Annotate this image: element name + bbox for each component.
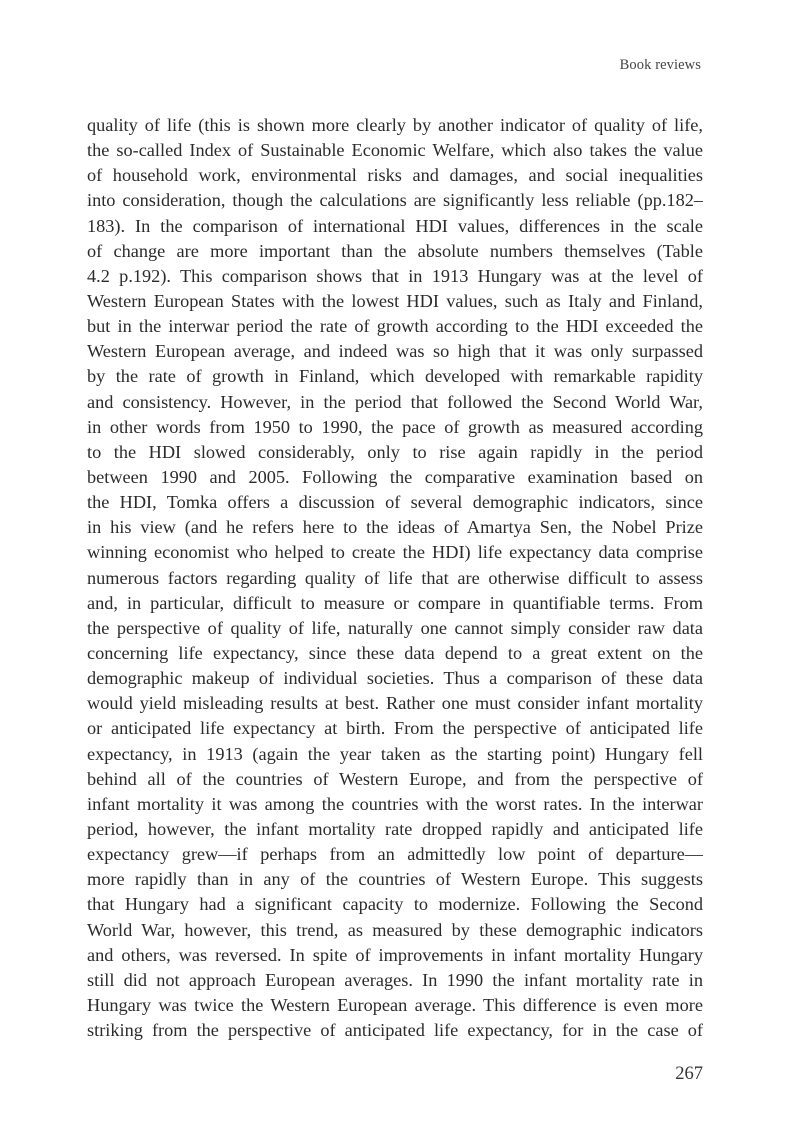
text-line: and others, was reversed. In spite of improvements in infant mortality Hungary	[87, 944, 703, 965]
text-line: numerous factors regarding quality of life that are otherwise difficult to assess	[87, 567, 703, 588]
text-line: still did not approach European averages. In 1990 the infant mortality rate in	[87, 969, 703, 990]
text-line: winning economist who helped to create the HDI) life expectancy data comprise	[87, 542, 703, 563]
page-number: 267	[675, 1064, 703, 1084]
text-line: quality of life (this is shown more clearly by another indicator of quality of life,	[87, 115, 703, 135]
text-line: the so-called Index of Sustainable Economic Welfare, which also takes the value	[87, 140, 703, 161]
text-line: 4.2 p.192). This comparison shows that in 1913 Hungary was at the level of	[87, 265, 703, 286]
text-line: 183). In the comparison of international HDI values, differences in the scale	[87, 215, 703, 236]
text-line: striking from the perspective of anticipated life expectancy, for in the case of	[87, 1020, 703, 1041]
text-line: by the rate of growth in Finland, which developed with remarkable rapidity	[87, 366, 703, 387]
text-line: period, however, the infant mortality rate dropped rapidly and anticipated life	[87, 818, 703, 839]
body-text	[87, 113, 703, 1043]
text-line: World War, however, this trend, as measured by these demographic indicators	[87, 919, 703, 940]
running-header: Book reviews	[619, 57, 701, 73]
text-line: between 1990 and 2005. Following the comparative examination based on	[87, 466, 703, 487]
text-line: the HDI, Tomka offers a discussion of several demographic indicators, since	[87, 492, 703, 513]
text-line: and consistency. However, in the period that followed the Second World War,	[87, 391, 703, 412]
text-line: would yield misleading results at best. Rather one must consider infant mortality	[87, 693, 703, 714]
text-line: behind all of the countries of Western Europe, and from the perspective of	[87, 768, 703, 789]
text-line: expectancy, in 1913 (again the year taken as the starting point) Hungary fell	[87, 743, 703, 764]
text-line: demographic makeup of individual societies. Thus a comparison of these data	[87, 668, 703, 689]
text-line: Western European average, and indeed was so high that it was only surpassed	[87, 341, 703, 362]
text-line: of household work, environmental risks and damages, and social inequalities	[87, 165, 703, 186]
text-line: or anticipated life expectancy at birth. From the perspective of anticipated life	[87, 718, 703, 739]
text-line: into consideration, though the calculations are significantly less reliable (pp.182–	[87, 190, 703, 211]
text-line: to the HDI slowed considerably, only to rise again rapidly in the period	[87, 441, 703, 462]
text-line: but in the interwar period the rate of growth according to the HDI exceeded the	[87, 316, 703, 337]
text-line: the perspective of quality of life, naturally one cannot simply consider raw data	[87, 617, 703, 638]
text-line: that Hungary had a significant capacity to modernize. Following the Second	[87, 894, 703, 915]
text-line: Hungary was twice the Western European average. This difference is even more	[87, 994, 703, 1015]
text-line: infant mortality it was among the countries with the worst rates. In the interwar	[87, 793, 703, 814]
text-line: Western European States with the lowest HDI values, such as Italy and Finland,	[87, 290, 703, 311]
text-line: more rapidly than in any of the countries of Western Europe. This suggests	[87, 869, 703, 890]
text-line: concerning life expectancy, since these data depend to a great extent on the	[87, 642, 703, 663]
text-line: in his view (and he refers here to the ideas of Amartya Sen, the Nobel Prize	[87, 517, 703, 538]
text-line: in other words from 1950 to 1990, the pace of growth as measured according	[87, 416, 703, 437]
text-line: and, in particular, difficult to measure or compare in quantifiable terms. From	[87, 592, 703, 613]
text-line: expectancy grew—if perhaps from an admittedly low point of departure—	[87, 844, 703, 865]
text-line: of change are more important than the absolute numbers themselves (Table	[87, 240, 703, 261]
